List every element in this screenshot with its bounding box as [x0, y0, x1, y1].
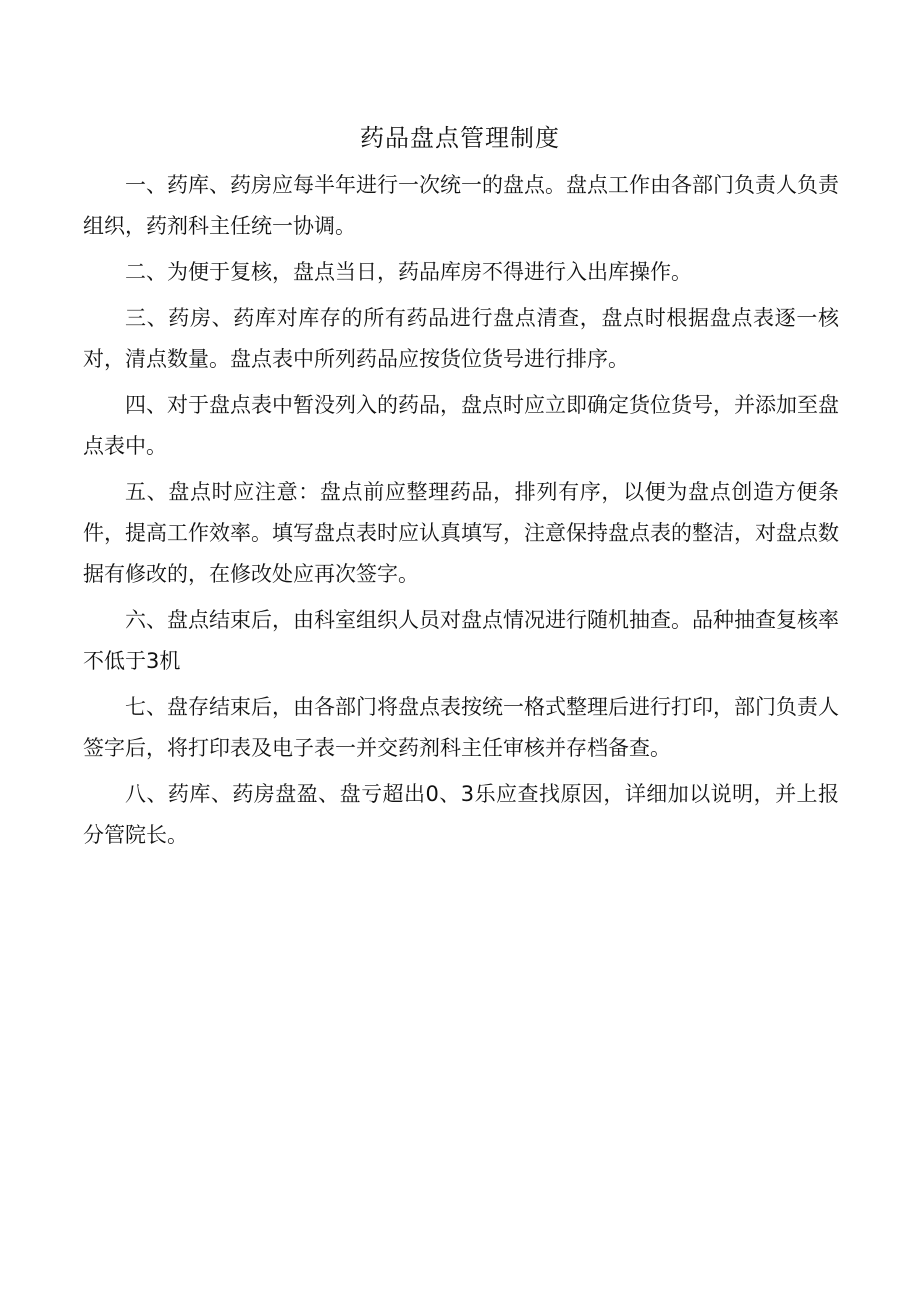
paragraph-5: 五、盘点时应注意：盘点前应整理药品，排列有序，以便为盘点创造方便条件，提高工作效率。填写盘点表时应认真填写，注意保持盘点表的整洁，对盘点数据有修改的，在修改处应再次签字。: [83, 480, 839, 586]
paragraph-6: 六、盘点结束后，由科室组织人员对盘点情况进行随机抽查。品种抽查复核率不低于3机: [83, 608, 839, 673]
document-body: [83, 165, 839, 861]
document-title: 药品盘点管理制度: [360, 124, 560, 152]
paragraph-8: 八、药库、药房盘盈、盘亏超出0、3乐应查找原因，详细加以说明，并上报分管院长。: [83, 782, 839, 847]
paragraph-3: 三、药房、药库对库存的所有药品进行盘点清查，盘点时根据盘点表逐一核对，清点数量。盘点表中所列药品应按货位货号进行排序。: [83, 306, 839, 371]
paragraph-1: 一、药库、药房应每半年进行一次统一的盘点。盘点工作由各部门负责人负责组织，药剂科主任统一协调。: [83, 173, 839, 238]
paragraph-7: 七、盘存结束后，由各部门将盘点表按统一格式整理后进行打印，部门负责人签字后，将打印表及电子表一并交药剂科主任审核并存档备查。: [83, 695, 839, 760]
paragraph-2: 二、为便于复核，盘点当日，药品库房不得进行入出库操作。: [125, 260, 692, 284]
paragraph-4: 四、对于盘点表中暂没列入的药品，盘点时应立即确定货位货号，并添加至盘点表中。: [83, 393, 839, 458]
